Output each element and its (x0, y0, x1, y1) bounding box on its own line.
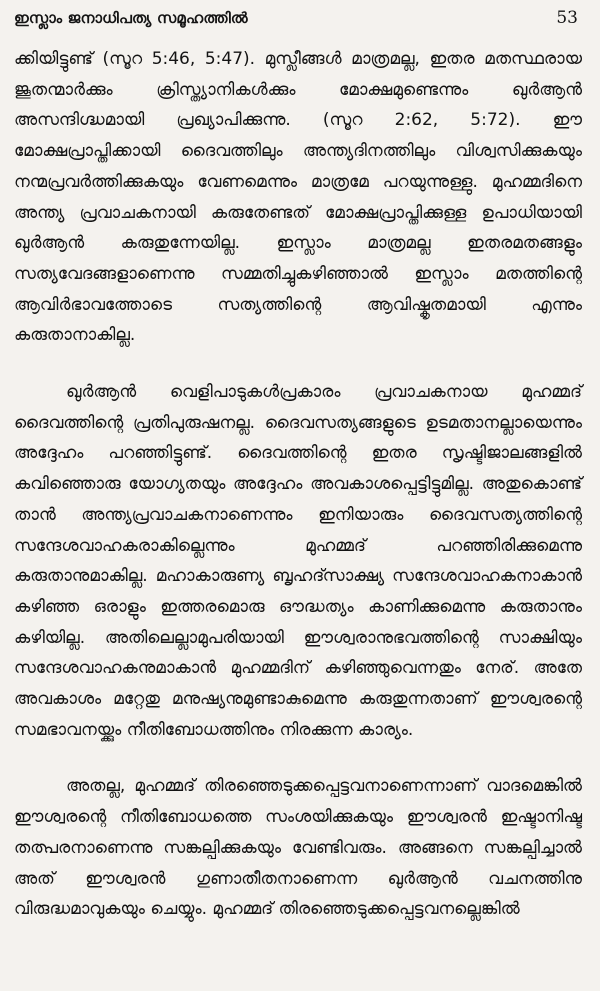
running-head: ഇസ്ലാം ജനാധിപത്യ സമൂഹത്തിൽ (14, 9, 248, 27)
page-header (14, 8, 582, 34)
body-paragraph: അതല്ല, മുഹമ്മദ് തിരഞ്ഞെടുക്കപ്പെട്ടവനാണെന്നാണ് വാദമെങ്കിൽ ഈശ്വരന്റെ നീതിബോധത്തെ സംശയിക്കുകയും ഈശ്വരൻ ഇഷ്ടാനിഷ്ട തത്പരനാണെന്നു സങ്കല്പിക്കുകയും വേണ്ടിവരും. അങ്ങനെ സങ്കല്പിച്ചാൽ അത് ഈശ്വരൻ ഗുണാതീതനാണെന്ന ഖുർആൻ വചനത്തിനു വിരുദ്ധമാവുകയും ചെയ്യും. മുഹമ്മദ് തിരഞ്ഞെടുക്കപ്പെട്ടവനല്ലെങ്കിൽ (14, 776, 582, 920)
body-paragraph: ക്കിയിട്ടുണ്ട് (സൂറ 5:46, 5:47). മുസ്ലീങ്ങൾ മാത്രമല്ല, ഇതര മതസ്ഥരായ ജൂതന്മാർക്കും ക്രിസ്ത്യാനികൾക്കും മോക്ഷമുണ്ടെന്നും ഖുർആൻ അസന്ദിഗ്ദ്ധമായി പ്രഖ്യാപിക്കുന്നു. (സൂറ 2:62, 5:72). ഈ മോക്ഷപ്രാപ്തിക്കായി ദൈവത്തിലും അന്ത്യദിനത്തിലും വിശ്വസിക്കുകയും നന്മപ്രവർത്തിക്കുകയും വേണമെന്നും മാത്രമേ പറയുന്നുള്ളു. മുഹമ്മദിനെ അന്ത്യ പ്രവാചകനായി കരുതേണ്ടത് മോക്ഷപ്രാപ്തിക്കുള്ള ഉപാധിയായി ഖുർആൻ കരുതുന്നേയില്ല. ഇസ്ലാം മാത്രമല്ല ഇതരമതങ്ങളും സത്യവേദങ്ങളാണെന്നു സമ്മതിച്ചുകഴിഞ്ഞാൽ ഇസ്ലാം മതത്തിന്റെ ആവിർഭാവത്തോടെ സത്യത്തിന്റെ ആവിഷ്കൃതമായി എന്നും കരുതാനാകില്ല. (14, 49, 582, 346)
page-number: 53 (556, 8, 578, 28)
body-paragraph: ഖുർആൻ വെളിപാടുകൾപ്രകാരം പ്രവാചകനായ മുഹമ്മദ് ദൈവത്തിന്റെ പ്രതിപുരുഷനല്ല. ദൈവസത്യങ്ങളുടെ ഉടമതാനല്ലായെന്നും അദ്ദേഹം പറഞ്ഞിട്ടുണ്ട്. ദൈവത്തിന്റെ ഇതര സൃഷ്ടിജാലങ്ങളിൽ കവിഞ്ഞൊരു യോഗ്യതയും അദ്ദേഹം അവകാശപ്പെട്ടിട്ടുമില്ല. അതുകൊണ്ട് താൻ അന്ത്യപ്രവാചകനാണെന്നും ഇനിയാരും ദൈവസത്യത്തിന്റെ സന്ദേശവാഹകരാകില്ലെന്നും മുഹമ്മദ് പറഞ്ഞിരിക്കുമെന്നു കരുതാനുമാകില്ല. മഹാകാരുണ്യ ബൃഹദ്സാക്ഷ്യ സന്ദേശവാഹകനാകാൻ കഴിഞ്ഞ ഒരാളും ഇത്തരമൊരു ഔദ്ധത്യം കാണിക്കുമെന്നു കരുതാനും കഴിയില്ല. അതിലെല്ലാമുപരിയായി ഈശ്വരാനുഭവത്തിന്റെ സാക്ഷിയും സന്ദേശവാഹകനുമാകാൻ മുഹമ്മദിന് കഴിഞ്ഞുവെന്നതും നേര്. അതേ അവകാശം മറ്റേതു മനുഷ്യനുമുണ്ടാകുമെന്നു കരുതുന്നതാണ് ഈശ്വരന്റെ സമഭാവനയ്ക്കും നീതിബോധത്തിനും നിരക്കുന്ന കാര്യം. (14, 382, 582, 740)
